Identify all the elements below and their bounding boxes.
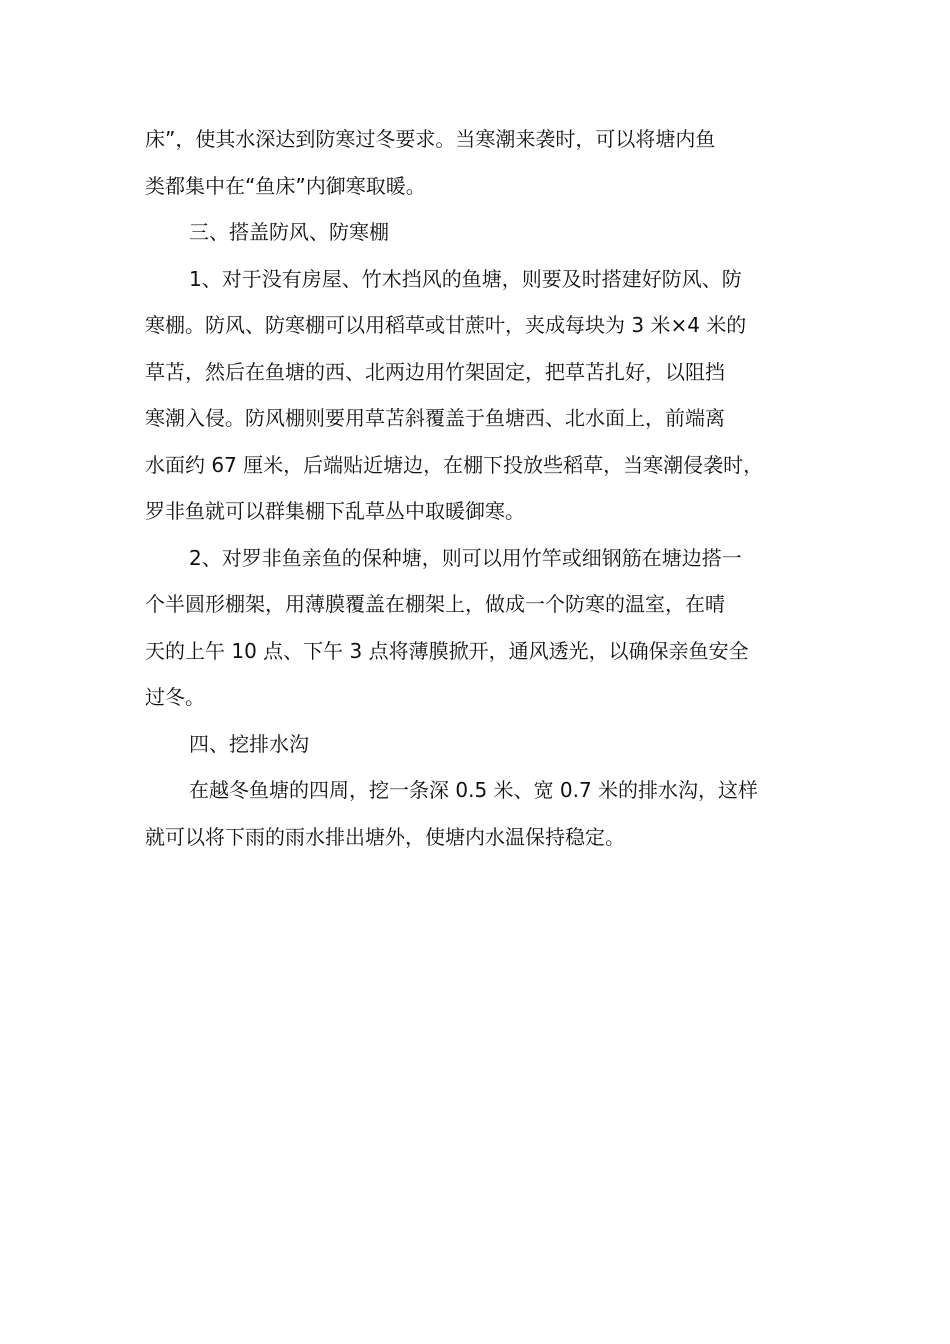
paragraph-drainage-ditch [145, 767, 821, 860]
paragraph-windbreak-shed [145, 256, 821, 535]
text-line: 类都集中在“鱼床”内御寒取暖。 [145, 173, 426, 198]
heading-text: 三、搭盖防风、防寒棚 [189, 220, 389, 244]
text-line: 草苫，然后在鱼塘的西、北两边用竹架固定，把草苫扎好，以阻挡 [145, 359, 725, 384]
document-body [145, 116, 821, 860]
text-line: 就可以将下雨的雨水排出塘外，使塘内水温保持稳定。 [145, 824, 625, 849]
text-line: 水面约 67 厘米，后端贴近塘边，在棚下投放些稻草，当寒潮侵袭时， [145, 452, 764, 477]
text-line: 寒潮入侵。防风棚则要用草苫斜覆盖于鱼塘西、北水面上，前端离 [145, 406, 725, 430]
section-heading-three [145, 209, 821, 256]
text-line: 2、对罗非鱼亲鱼的保种塘，则可以用竹竿或细钢筋在塘边搭一 [189, 545, 742, 570]
text-line: 在越冬鱼塘的四周，挖一条深 0.5 米、宽 0.7 米的排水沟，这样 [189, 778, 759, 802]
text-line: 个半圆形棚架，用薄膜覆盖在棚架上，做成一个防寒的温室，在晴 [145, 592, 725, 616]
text-line: 罗非鱼就可以群集棚下乱草丛中取暖御寒。 [145, 499, 525, 523]
paragraph-breeding-pond [145, 535, 821, 721]
text-line: 寒棚。防风、防寒棚可以用稻草或甘蔗叶，夹成每块为 3 米×4 米的 [145, 313, 747, 337]
paragraph-continuation [145, 116, 821, 209]
section-heading-four [145, 721, 821, 768]
text-line: 1、对于没有房屋、竹木挡风的鱼塘，则要及时搭建好防风、防 [189, 266, 742, 291]
heading-text: 四、挖排水沟 [189, 731, 309, 756]
text-line: 床”，使其水深达到防寒过冬要求。当寒潮来袭时，可以将塘内鱼 [145, 127, 716, 151]
text-line: 天的上午 10 点、下午 3 点将薄膜掀开，通风透光，以确保亲鱼安全 [145, 638, 749, 663]
text-line: 过冬。 [145, 685, 205, 709]
